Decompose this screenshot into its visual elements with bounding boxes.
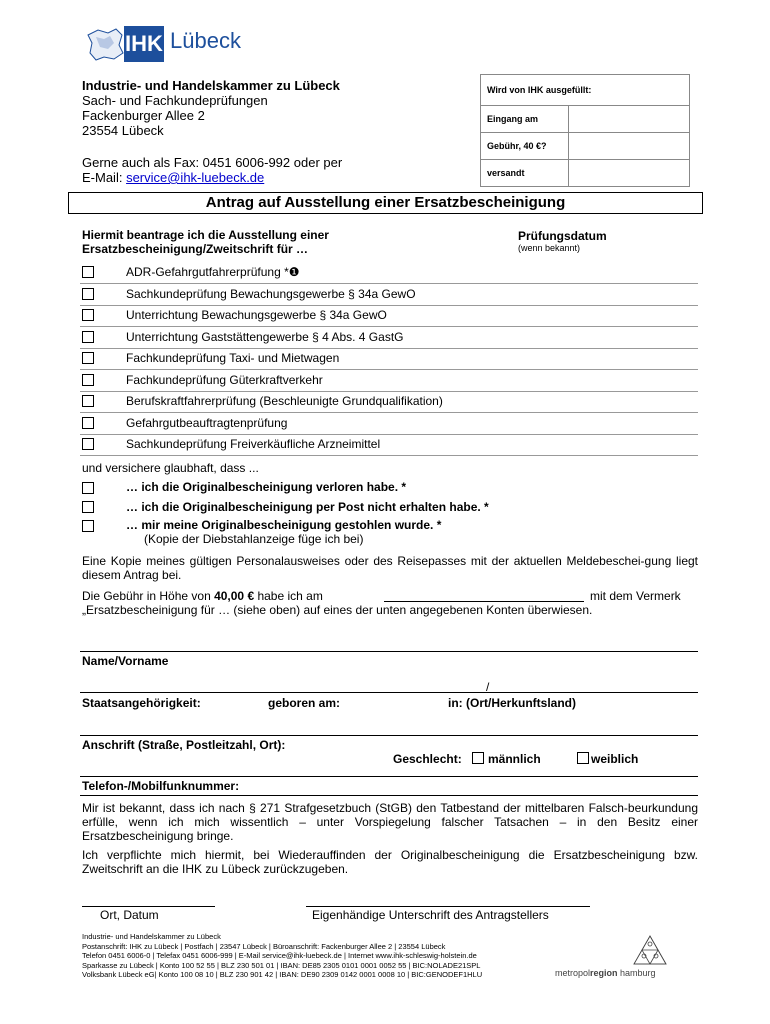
fee-post: mit dem Vermerk [590, 589, 681, 603]
pruefungsdatum-hint: (wenn bekannt) [518, 243, 581, 253]
exam-label: Sachkundeprüfung Freiverkäufliche Arzneimittel [126, 437, 381, 451]
exam-label: Gefahrgutbeauftragtenprüfung [126, 416, 288, 430]
office-row-label: Eingang am [481, 106, 569, 133]
assurance-text: und versichere glaubhaft, dass ... [82, 461, 259, 475]
exam-row [80, 391, 698, 413]
id-copy-text: Eine Kopie meines gültigen Personalausweises oder des Reisepasses mit der aktuellen Meldebeschei-gung liegt diesem Antrag bei. [82, 554, 698, 582]
separator-line [80, 692, 698, 693]
legal-text-1: Mir ist bekannt, dass ich nach § 271 Strafgesetzbuch (StGB) den Tatbestand der mittelbaren Falsch-beurkundung erfülle, wenn ich mich wissentlich – unter Vorspiegelung falscher Tatsachen – in den Besitz einer Ersatzbescheinigung bringe. [82, 801, 698, 843]
pruefungsdatum-label: Prüfungsdatum [518, 229, 607, 243]
exam-row [80, 284, 698, 306]
separator-line [80, 776, 698, 777]
footer-line: Postanschrift: IHK zu Lübeck | Postfach | 23547 Lübeck | Büroanschrift: Fackenburger Allee 2 | 23554 Lübeck [82, 941, 446, 951]
office-row-label: versandt [481, 160, 569, 187]
exam-label: Unterrichtung Bewachungsgewerbe § 34a GewO [126, 308, 387, 322]
nationality-label: Staatsangehörigkeit: [82, 696, 201, 710]
gender-male-checkbox[interactable] [472, 752, 484, 764]
metro-text-b: region [590, 968, 618, 978]
exam-checkbox[interactable] [82, 288, 94, 300]
birthplace-label: in: (Ort/Herkunftsland) [448, 696, 576, 710]
reason-not-received: … ich die Originalbescheinigung per Post nicht erhalten habe. * [126, 500, 489, 514]
exam-checkbox[interactable] [82, 331, 94, 343]
exam-checkbox[interactable] [82, 309, 94, 321]
city: 23554 Lübeck [82, 123, 164, 138]
reason-lost: … ich die Originalbescheinigung verloren habe. * [126, 480, 407, 494]
ihk-logo-name: Lübeck [170, 28, 241, 53]
fee-mid: habe ich am [254, 589, 323, 603]
exam-checkbox[interactable] [82, 266, 94, 278]
slash-separator: / [486, 680, 490, 694]
footer-line: Volksbank Lübeck eG| Konto 100 08 10 | BLZ 230 901 42 | IBAN: DE90 2309 0142 0001 0008 10 | BIC:GENODEF1HLU [82, 970, 483, 979]
reason-checkbox-lost[interactable] [82, 482, 94, 494]
separator-line [80, 735, 698, 736]
gender-female-label: weiblich [591, 752, 639, 766]
exam-label: Unterrichtung Gaststättengewerbe § 4 Abs. 4 GastG [126, 330, 404, 344]
signature-line[interactable] [306, 906, 590, 907]
footer-line: Telefon 0451 6006-0 | Telefax 0451 6006-999 | E-Mail service@ihk-luebeck.de | Internet www.ihk-schleswig-holstein.de [82, 951, 477, 960]
office-use-table [480, 74, 690, 187]
form-title: Antrag auf Ausstellung einer Ersatzbescheinigung [68, 192, 703, 214]
fee-line-2: „Ersatzbescheinigung für … (siehe oben) auf eines der unten angegebenen Konten überwiesen. [82, 603, 593, 617]
exam-label: Fachkundeprüfung Taxi- und Mietwagen [126, 351, 340, 365]
exam-row [80, 327, 698, 349]
gender-male-label: männlich [488, 752, 541, 766]
exam-checkbox[interactable] [82, 417, 94, 429]
sender-address [82, 78, 340, 138]
exam-row [80, 434, 698, 456]
exam-checkbox[interactable] [82, 438, 94, 450]
footer-line: Industrie- und Handelskammer zu Lübeck [82, 932, 221, 941]
reason-note: (Kopie der Diebstahlanzeige füge ich bei) [144, 532, 364, 546]
intro-text [82, 228, 329, 256]
fee-date-line[interactable] [384, 601, 584, 602]
exam-row [80, 370, 698, 392]
legal-text-2: Ich verpflichte mich hiermit, bei Wiederauffinden der Originalbescheinigung die Ersatzbescheinigung bzw. Zweitschrift an die IHK zu Lübeck zurückzugeben. [82, 848, 698, 876]
separator-line [80, 795, 698, 796]
exam-checkbox[interactable] [82, 352, 94, 364]
office-field-versandt[interactable] [569, 160, 690, 187]
contact-info [82, 155, 342, 185]
name-label: Name/Vorname [82, 654, 169, 668]
exam-checkbox[interactable] [82, 395, 94, 407]
reason-checkbox-stolen[interactable] [82, 520, 94, 532]
email-link[interactable]: service@ihk-luebeck.de [126, 170, 265, 185]
signature-label: Eigenhändige Unterschrift des Antragstellers [312, 908, 549, 922]
ihk-logo-box: IHK [124, 26, 164, 62]
address-label: Anschrift (Straße, Postleitzahl, Ort): [82, 738, 286, 752]
exam-label: ADR-Gefahrgutfahrerprüfung *❶ [126, 265, 300, 279]
metro-text-a: metropol [555, 968, 591, 978]
exam-label: Fachkundeprüfung Güterkraftverkehr [126, 373, 323, 387]
office-field-eingang[interactable] [569, 106, 690, 133]
fee-amount: 40,00 € [214, 589, 255, 603]
office-row-label: Gebühr, 40 €? [481, 133, 569, 160]
intro-line-2: Ersatzbescheinigung/Zweitschrift für … [82, 242, 309, 256]
office-header: Wird von IHK ausgefüllt: [481, 75, 690, 106]
office-field-gebuehr[interactable] [569, 133, 690, 160]
reason-checkbox-not-received[interactable] [82, 501, 94, 513]
separator-line [80, 651, 698, 652]
exam-checkbox[interactable] [82, 374, 94, 386]
intro-line-1: Hiermit beantrage ich die Ausstellung einer [82, 228, 329, 242]
gender-female-checkbox[interactable] [577, 752, 589, 764]
reason-stolen: … mir meine Originalbescheinigung gestohlen wurde. * [126, 518, 442, 532]
footer [82, 932, 482, 980]
exam-label: Berufskraftfahrerprüfung (Beschleunigte Grundqualifikation) [126, 394, 443, 408]
exam-row [80, 348, 698, 370]
metropolregion-logo-text [555, 968, 656, 978]
name-input-area[interactable] [80, 672, 698, 692]
metropolregion-logo-icon [632, 934, 668, 966]
gender-label: Geschlecht: [393, 752, 462, 766]
fax-line: Gerne auch als Fax: 0451 6006-992 oder per [82, 155, 343, 170]
exam-row [80, 262, 698, 284]
exam-row [80, 413, 698, 435]
street: Fackenburger Allee 2 [82, 108, 205, 123]
place-date-label: Ort, Datum [100, 908, 159, 922]
org-name: Industrie- und Handelskammer zu Lübeck [82, 78, 340, 93]
email-label: E-Mail: [82, 170, 127, 185]
footer-line: Sparkasse zu Lübeck | Konto 100 52 55 | BLZ 230 501 01 | IBAN: DE85 2305 0101 0001 0052 55 | BIC:NOLADE21SPL [82, 960, 481, 970]
place-date-line[interactable] [82, 906, 215, 907]
birthdate-label: geboren am: [268, 696, 341, 710]
metro-text-c: hamburg [617, 968, 656, 978]
ihk-map-logo-icon [86, 27, 124, 61]
fee-pre: Die Gebühr in Höhe von [82, 589, 215, 603]
exam-row [80, 305, 698, 327]
exam-label: Sachkundeprüfung Bewachungsgewerbe § 34a GewO [126, 287, 416, 301]
dept-name: Sach- und Fachkundeprüfungen [82, 93, 268, 108]
phone-label: Telefon-/Mobilfunknummer: [82, 779, 240, 793]
